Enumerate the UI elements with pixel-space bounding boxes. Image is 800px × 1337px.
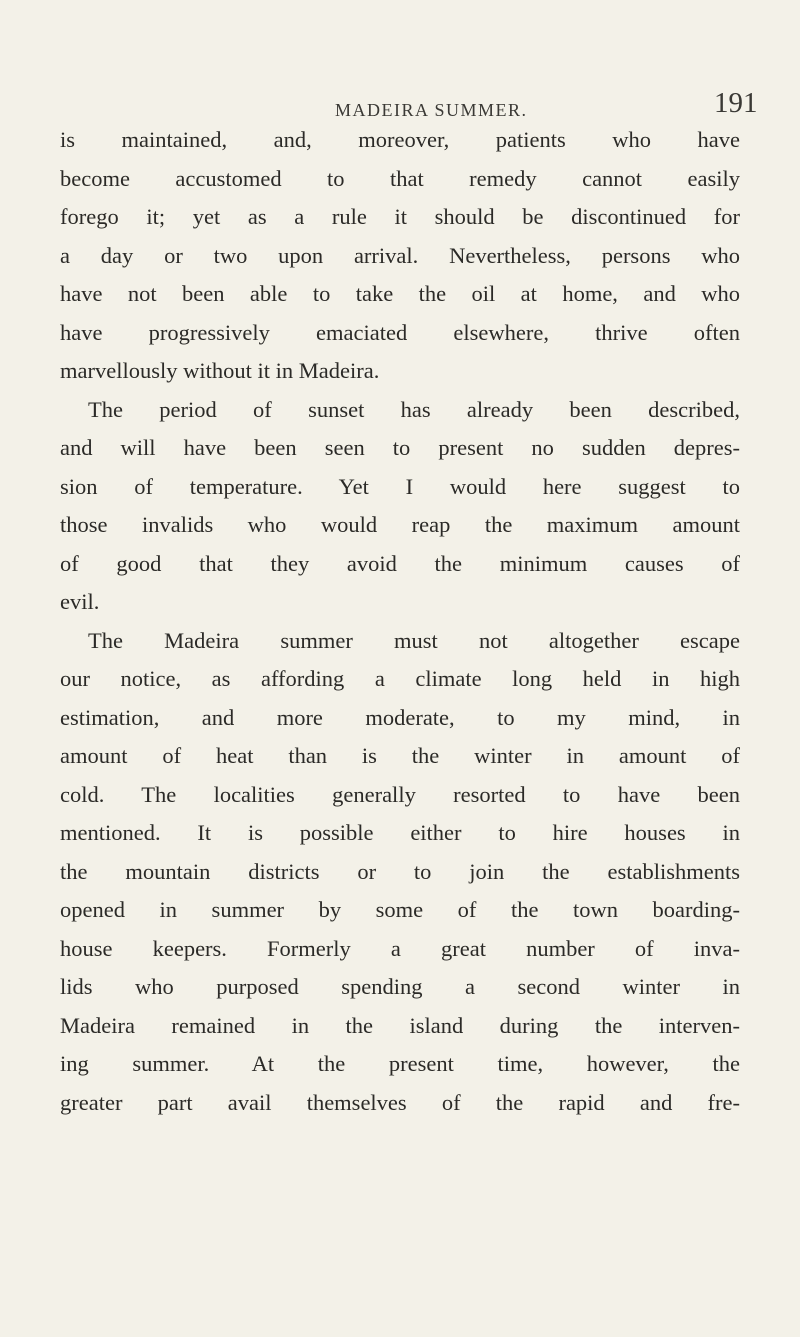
text-line: sion of temperature. Yet I would here suggest to	[60, 473, 740, 499]
text-line: Madeira remained in the island during the interven-	[60, 1012, 740, 1038]
text-line: our notice, as affording a climate long held in high	[60, 666, 740, 691]
text-line: opened in summer by some of the town boarding-	[60, 897, 740, 922]
text-line: have not been able to take the oil at home, and who	[60, 281, 740, 306]
text-line: The period of sunset has already been described,	[88, 396, 740, 422]
text-line: of good that they avoid the minimum causes of	[60, 550, 740, 576]
text-line: is maintained, and, moreover, patients who have	[60, 127, 740, 152]
running-head: MADEIRA SUMMER.	[335, 100, 528, 120]
text-line: estimation, and more moderate, to my mind, in	[60, 704, 740, 730]
text-line: have progressively emaciated elsewhere, thrive often	[60, 319, 740, 345]
text-line: the mountain districts or to join the establishments	[60, 858, 740, 884]
text-line: mentioned. It is possible either to hire houses in	[60, 820, 740, 845]
text-line: house keepers. Formerly a great number of inva-	[60, 935, 740, 961]
text-line: evil.	[60, 589, 100, 614]
body-text	[60, 121, 740, 1122]
text-line: ing summer. At the present time, however, the	[60, 1051, 740, 1076]
text-line: and will have been seen to present no sudden depres-	[60, 435, 740, 460]
text-line: marvellously without it in Madeira.	[60, 358, 380, 383]
text-line: cold. The localities generally resorted to have been	[60, 781, 740, 807]
text-line: become accustomed to that remedy cannot easily	[60, 165, 740, 191]
text-line: those invalids who would reap the maximum amount	[60, 512, 740, 537]
text-line: a day or two upon arrival. Nevertheless, persons who	[60, 242, 740, 268]
text-line: forego it; yet as a rule it should be discontinued for	[60, 204, 740, 229]
text-line: lids who purposed spending a second winter in	[60, 974, 740, 999]
page-number: 191	[714, 87, 758, 119]
text-line: greater part avail themselves of the rapid and fre-	[60, 1089, 740, 1115]
text-line: The Madeira summer must not altogether escape	[88, 627, 740, 653]
text-line: amount of heat than is the winter in amount of	[60, 743, 740, 768]
